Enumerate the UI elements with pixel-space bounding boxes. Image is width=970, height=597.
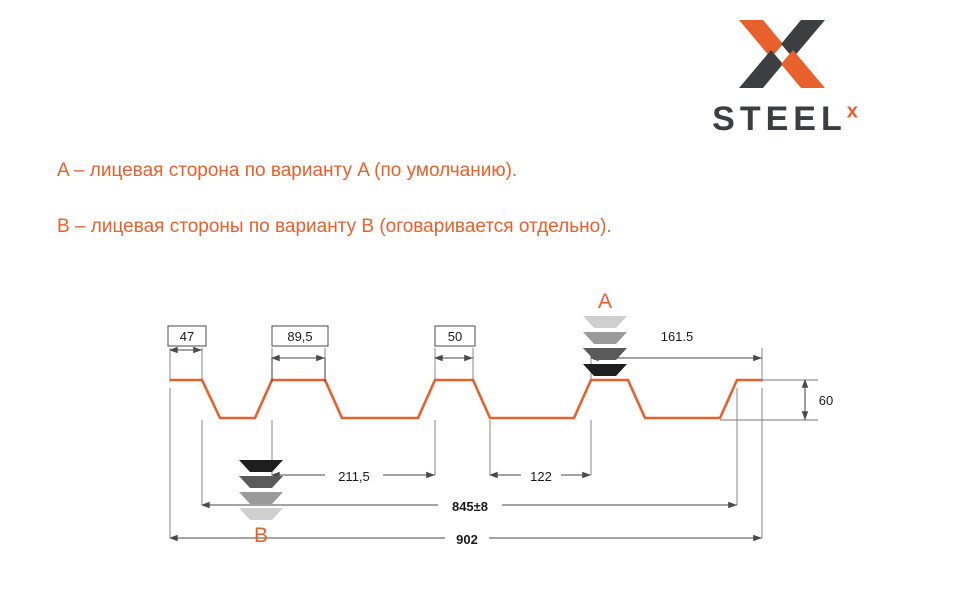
logo [685,18,885,143]
marker-a-label: A [597,290,613,313]
logo-superscript: x [846,100,858,123]
dim-161-5: 161.5 [660,329,694,344]
profile-drawing [150,270,850,570]
marker-b-label: B [253,524,269,547]
logo-text [685,100,885,139]
dim-211-5: 211,5 [338,469,370,484]
dim-845: 845±8 [451,499,489,514]
dim-122: 122 [530,469,552,484]
logo-word: STEEL [712,100,847,138]
dim-60: 60 [818,393,834,408]
dim-47: 47 [179,329,195,344]
profile-outline [170,380,762,418]
marker-b-chevrons-icon [239,460,283,520]
dim-50: 50 [447,329,463,344]
dim-902: 902 [456,532,478,547]
marker-a-chevrons-icon [583,316,627,376]
note-variant-a: A – лицевая сторона по варианту A (по умолчанию). [57,160,518,181]
dim-89-5: 89,5 [287,329,313,344]
steel-x-mark-icon [737,18,827,90]
note-variant-b: B – лицевая стороны по варианту B (оговаривается отдельно). [57,216,612,237]
